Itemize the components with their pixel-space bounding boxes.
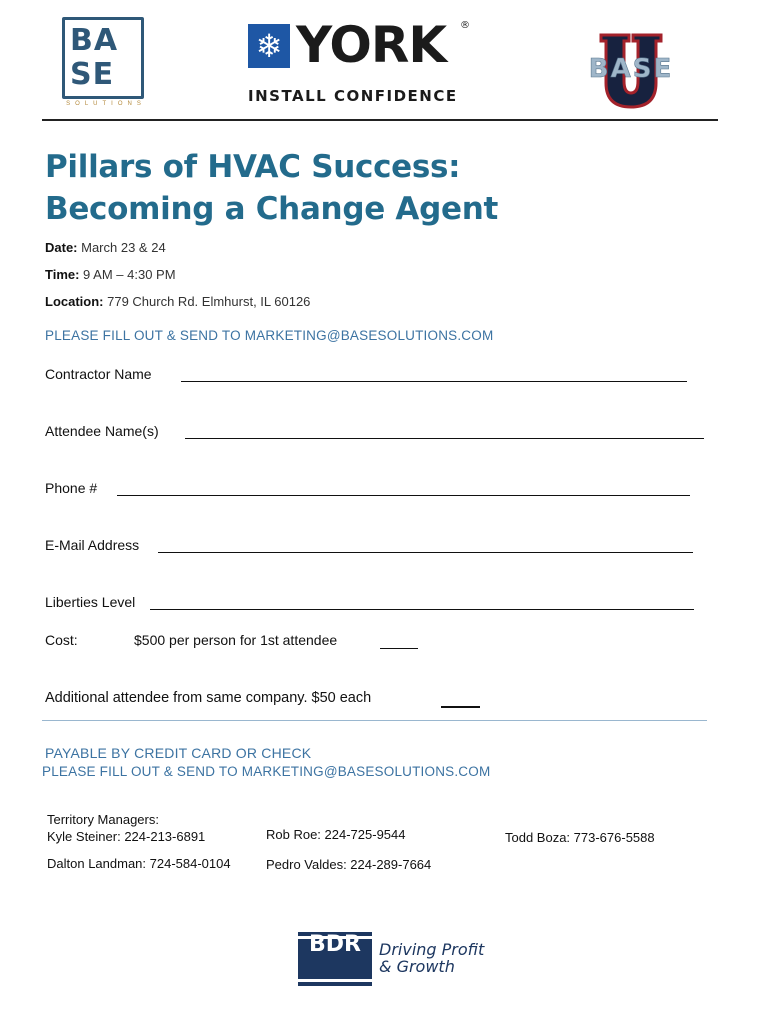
page-title-line2: Becoming a Change Agent xyxy=(45,191,499,227)
contractor-name-label: Contractor Name xyxy=(45,366,152,382)
email-line[interactable] xyxy=(158,552,693,553)
bdr-logo-bottom-bar xyxy=(298,979,372,982)
time-label: Time: xyxy=(45,267,80,282)
cost-text: $500 per person for 1st attendee xyxy=(134,632,338,648)
liberties-level-label: Liberties Level xyxy=(45,594,136,610)
base-logo-line1: BA xyxy=(70,23,119,58)
header-divider xyxy=(42,119,718,121)
location-value: 779 Church Rd. Elmhurst, IL 60126 xyxy=(103,294,311,309)
contractor-name-line[interactable] xyxy=(181,381,687,382)
york-registered-mark: ® xyxy=(460,20,470,31)
additional-attendee-line[interactable] xyxy=(441,706,480,708)
territory-managers-heading: Territory Managers: xyxy=(47,812,159,827)
bdr-logo xyxy=(298,932,372,986)
attendee-names-label: Attendee Name(s) xyxy=(45,423,159,439)
email-label: E-Mail Address xyxy=(45,537,140,553)
base-u-word: BASE xyxy=(588,54,674,84)
event-location xyxy=(45,294,310,309)
base-logo-subtitle: SOLUTIONS xyxy=(66,101,146,107)
snowflake-icon: ❄ xyxy=(248,24,290,68)
york-logo: YORK xyxy=(296,16,447,74)
location-label: Location: xyxy=(45,294,104,309)
attendee-names-line[interactable] xyxy=(185,438,704,439)
first-attendee-line[interactable] xyxy=(380,648,418,649)
event-time xyxy=(45,267,176,282)
bdr-tagline-line1: Driving Profit xyxy=(379,940,485,959)
liberties-level-line[interactable] xyxy=(150,609,694,610)
manager-kyle: Kyle Steiner: 224-213-6891 xyxy=(47,829,206,844)
payable-notice: PAYABLE BY CREDIT CARD OR CHECK xyxy=(45,745,312,761)
cost-label: Cost: xyxy=(45,632,78,648)
base-logo-line2: SE xyxy=(70,57,115,92)
additional-attendee-text: Additional attendee from same company. $50 each xyxy=(45,690,372,706)
manager-pedro: Pedro Valdes: 224-289-7664 xyxy=(266,857,432,872)
bdr-tagline-line2: & Growth xyxy=(379,957,455,976)
bdr-logo-text: BDR xyxy=(309,932,361,957)
page-title-line1: Pillars of HVAC Success: xyxy=(45,149,461,185)
send-notice-top: PLEASE FILL OUT & SEND TO MARKETING@BASESOLUTIONS.COM xyxy=(45,328,494,343)
send-notice-bottom: PLEASE FILL OUT & SEND TO MARKETING@BASESOLUTIONS.COM xyxy=(42,764,491,779)
phone-line[interactable] xyxy=(117,495,690,496)
section-divider xyxy=(42,720,707,721)
manager-todd: Todd Boza: 773-676-5588 xyxy=(505,830,655,845)
date-label: Date: xyxy=(45,240,78,255)
phone-label: Phone # xyxy=(45,480,98,496)
time-value: 9 AM – 4:30 PM xyxy=(79,267,176,282)
manager-rob: Rob Roe: 224-725-9544 xyxy=(266,827,406,842)
event-date xyxy=(45,240,166,255)
base-u-logo xyxy=(579,33,683,109)
york-tagline: INSTALL CONFIDENCE xyxy=(248,87,458,105)
manager-dalton: Dalton Landman: 724-584-0104 xyxy=(47,856,231,871)
date-value: March 23 & 24 xyxy=(77,240,166,255)
base-solutions-logo xyxy=(62,17,144,99)
